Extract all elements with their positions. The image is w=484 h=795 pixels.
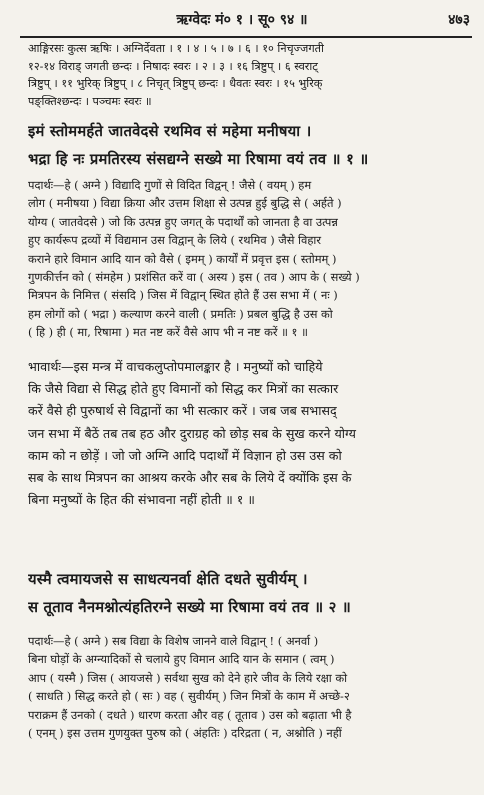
mantra-2 [28, 566, 476, 622]
bhavartha-line: सब के साथ मित्रपन का आश्रय करके और सब के लिये दें क्योंकि इस के [28, 470, 352, 486]
meta-line: आङ्गिरसः कुत्स ऋषिः । अग्निर्देवता । १ । ४ । ५ । ७ । ६ । १० निचृज्जगती [28, 42, 324, 55]
mantra-line: इमं स्तोममर्हते जातवेदसे रथमिव सं महेमा मनीषया । [28, 123, 312, 140]
padartha-line: बिना घोड़ों के अग्न्यादिकों से चलाये हुए विमान आदि यान के समान ( त्वम् ) [28, 652, 335, 667]
padartha-line: कराने हारे विमान आदि यान को वैसे ( इमम् ) कार्यों में प्रवृत्त इस ( स्तोमम् ) [28, 251, 337, 266]
padartha-line: आप ( यस्मै ) जिस ( आयजसे ) सर्वथा सुख को देने हारे जीव के लिये रक्षा को [28, 670, 348, 685]
padartha-line: हम लोगों को ( भद्रा ) कल्याण करने वाली ( प्रमतिः ) प्रबल बुद्धि है उस को [28, 306, 333, 321]
page-number: ४७३ [448, 12, 470, 28]
header-rule [20, 36, 472, 38]
mantra-line: स तूताव नैनमश्नोत्यंहतिरग्ने सख्ये मा रिषामा वयं तव ॥ २ ॥ [28, 599, 351, 616]
mantra-line: यस्मै त्वमायजसे स साधत्यनर्वा क्षेति दधते सुवीर्यम् । [28, 571, 308, 588]
bhavartha-line: भावार्थः—इस मन्त्र में वाचकलुप्तोपमालङ्कार है । मनुष्यों को चाहिये [28, 359, 323, 374]
padartha-line: ( हि ) ही ( मा, रिषामा ) मत नष्ट करें वैसे आप भी न नष्ट करें ॥ १ ॥ [28, 325, 308, 340]
padartha-line: ( साधति ) सिद्ध करते हो ( सः ) वह ( सुवीर्यम् ) जिन मित्रों के काम में अच्छे-२ [28, 689, 350, 704]
bhavartha-line: बिना मनुष्यों के हित की संभावना नहीं होती ॥ १ ॥ [28, 492, 255, 508]
padartha-line: गुणकीर्त्तन को ( संमहेम ) प्रशंसित करें वा ( अस्य ) इस ( तव ) आप के ( सख्ये ) [28, 270, 360, 285]
padartha-1 [28, 176, 472, 342]
mantra-line: भद्रा हि नः प्रमतिरस्य संसद्यग्ने सख्ये मा रिषामा वयं तव ॥ १ ॥ [28, 151, 369, 168]
mantra-1 [28, 118, 476, 174]
padartha-line: पदार्थः—हे ( अग्ने ) सब विद्या के विशेष जानने वाले विद्वान् ! ( अनर्वा ) [28, 634, 319, 648]
padartha-line: योग्य ( जातवेदसे ) जो कि उत्पन्न हुए जगत् के पदार्थों को जानता है वा उत्पन्न [28, 214, 338, 229]
padartha-line: पराक्रम हैं उनको ( दधते ) धारण करता और वह ( तूताव ) उस को बढ़ाता भी है [28, 707, 352, 722]
meta-line: १२-१४ विराड् जगती छन्दः । निषादः स्वरः । २ । ३ । १६ त्रिष्टुप् । ६ स्वराट् [28, 59, 318, 73]
bhavartha-line: कि जैसे विद्या से सिद्ध होते हुए विमानों को सिद्ध कर मित्रों का सत्कार [28, 381, 339, 397]
bhavartha-line: काम को न छोड़ें । जो जो अग्नि आदि पदार्थों में विज्ञान हो उस उस को [28, 447, 342, 463]
meta-line: पङ्क्तिश्छन्दः । पञ्चमः स्वरः ॥ [28, 94, 152, 108]
page-header [0, 10, 484, 34]
mantra-metadata [28, 40, 472, 110]
padartha-line: पदार्थः—हे ( अग्ने ) विद्यादि गुणों से विदित विद्वन् ! जैसे ( वयम् ) हम [28, 178, 312, 192]
running-title: ऋग्वेदः मं० १ । सू० ९४ ॥ [176, 12, 308, 28]
padartha-line: ( एनम् ) इस उत्तम गुणयुक्त पुरुष को ( अंहतिः ) दरिद्रता ( न, अश्नोति ) नहीं [28, 726, 342, 741]
padartha-line: लोग ( मनीषया ) विद्या क्रिया और उत्तम शिक्षा से उत्पन्न हुई बुद्धि से ( अर्हते ) [28, 196, 342, 211]
meta-line: त्रिष्टुप् । ११ भुरिक् त्रिष्टुप् । ८ निचृत् त्रिष्टुप् छन्दः । धैवतः स्वरः । १५ भुरिक् [28, 77, 323, 91]
padartha-line: हुए कार्यरूप द्रव्यों में विद्यमान उस विद्वान् के लिये ( रथमिव ) जैसे विहार [28, 233, 321, 248]
bhavartha-1 [28, 356, 472, 511]
bhavartha-line: करें वैसे ही पुरुषार्थ से विद्वानों का भी सत्कार करें । जब जब सभासद् [28, 403, 337, 419]
padartha-2 [28, 632, 472, 742]
bhavartha-line: जन सभा में बैठें तब तब हठ और दुराग्रह को छोड़ सब के सुख करने योग्य [28, 425, 356, 441]
padartha-line: मित्रपन के निमित्त ( संसदि ) जिस में विद्वान् स्थित होते हैं उस सभा में ( नः ) [28, 288, 338, 303]
